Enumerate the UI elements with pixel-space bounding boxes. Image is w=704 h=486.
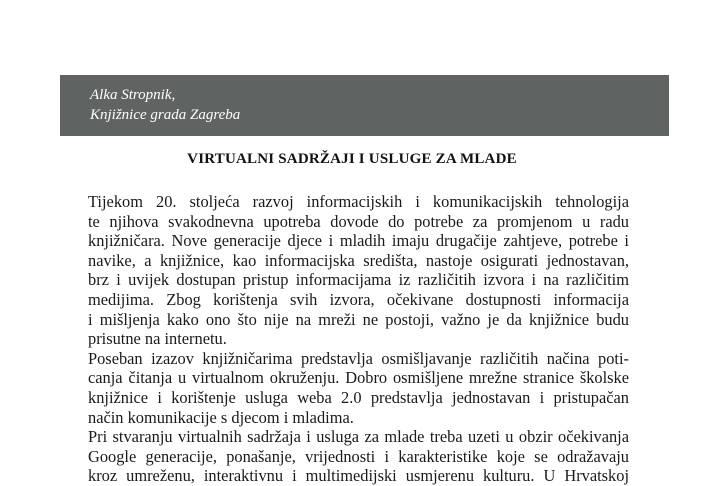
author-box xyxy=(60,75,669,136)
paragraph xyxy=(88,192,629,349)
text-line: kroz umreženu, interaktivnu i multimedijski usmjerenu kulturu. U Hrvatskoj xyxy=(88,466,629,486)
text-line: i mišljenja kako ono što nije na mreži ne postoji, važno je da knjižnice budu xyxy=(88,309,629,329)
paragraph xyxy=(88,427,629,486)
author-institution: Knjižnice grada Zagreba xyxy=(90,107,241,123)
text-line: Poseban izazov knjižničarima predstavlja osmišljavanje različitih načina poti- xyxy=(88,348,629,368)
text-line: knjižničara. Nove generacije djece i mladih imaju drugačije zahtjeve, potrebe i xyxy=(88,231,629,251)
text-line: canja čitanja u virtualnom okruženju. Dobro osmišljene mrežne stranice školske xyxy=(88,368,629,388)
text-line: te njihova svakodnevna upotreba dovode do potrebe za promjenom u radu xyxy=(88,211,629,231)
text-line: Pri stvaranju virtualnih sadržaja i usluga za mlade treba uzeti u obzir očekivanja xyxy=(88,427,629,447)
text-line: brz i uvijek dostupan pristup informacijama iz različitih izvora i na različitim xyxy=(88,270,629,290)
paragraph xyxy=(88,349,629,427)
text-line: medijima. Zbog korištenja svih izvora, očekivane dostupnosti informacija xyxy=(88,289,629,309)
text-line: knjižnice i korištenje usluga weba 2.0 predstavlja jednostavan i pristupačan xyxy=(88,387,629,407)
text-line: prisutne na internetu. xyxy=(88,329,227,349)
text-line: Google generacije, ponašanje, vrijednosti i karakteristike koje se odražavaju xyxy=(88,446,629,466)
text-line: Tijekom 20. stoljeća razvoj informacijskih i komunikacijskih tehnologija xyxy=(88,192,629,211)
text-line: način komunikacije s djecom i mladima. xyxy=(88,407,354,427)
text-line: navike, a knjižnice, kao informacijska središta, nastoje osigurati jednostavan, xyxy=(88,250,629,270)
author-name: Alka Stropnik, xyxy=(90,87,176,103)
article-title: VIRTUALNI SADRŽAJI I USLUGE ZA MLADE xyxy=(187,151,517,167)
article-body xyxy=(88,192,629,486)
